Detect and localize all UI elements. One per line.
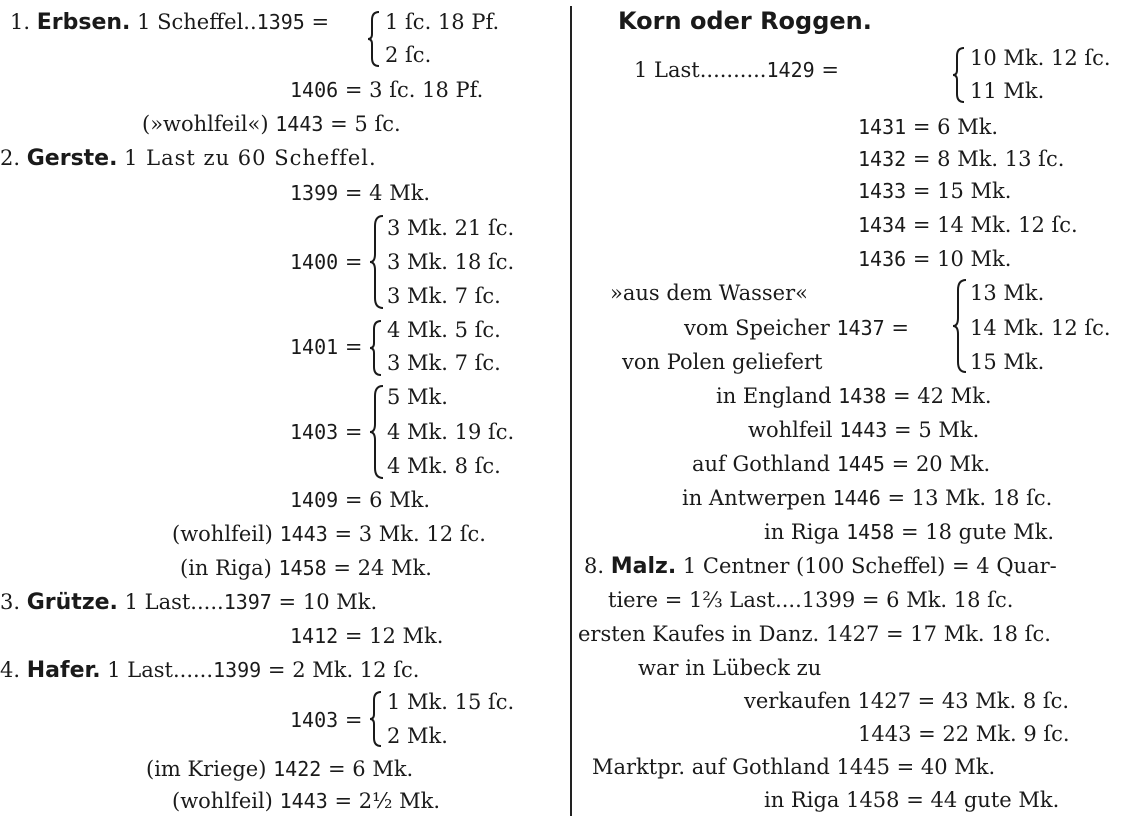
erbsen-line bbox=[10, 5, 329, 39]
year: 1422 bbox=[273, 757, 322, 781]
equals-sign: = bbox=[344, 708, 363, 732]
malz-row: 1443 = 22 Mk. 9 ſc. bbox=[858, 722, 1070, 746]
unit-label: 1 Last.......... bbox=[634, 58, 767, 82]
equals-sign: = bbox=[900, 520, 919, 544]
equals-sign: = bbox=[330, 112, 348, 136]
year: 1437 bbox=[836, 316, 885, 340]
brace-icon bbox=[952, 46, 966, 104]
year: 1443 bbox=[279, 522, 328, 546]
unit-label: 1 Last..... bbox=[124, 590, 224, 614]
equals-sign: = bbox=[344, 420, 363, 444]
item-name-gruetze: Grütze. bbox=[26, 590, 118, 615]
year: 1443 bbox=[275, 112, 324, 136]
malz-row: tiere = 1⅔ Last....1399 = 6 Mk. 18 ſc. bbox=[608, 588, 1014, 612]
malz-row: war in Lübeck zu bbox=[638, 656, 822, 680]
price-value: 5 Mk. bbox=[387, 385, 448, 409]
price-value: 1 ſc. 18 Pf. bbox=[385, 10, 500, 34]
equals-sign: = bbox=[334, 789, 353, 813]
note: »aus dem Wasser« bbox=[610, 281, 808, 305]
note: in Antwerpen bbox=[682, 486, 826, 510]
year: 1400 bbox=[290, 250, 339, 274]
note: (wohlfeil) bbox=[172, 522, 273, 546]
item-number: 4. bbox=[0, 658, 21, 682]
price-value: 4 Mk. 5 ſc. bbox=[387, 318, 501, 342]
equals-sign: = bbox=[912, 213, 931, 237]
year: 1434 bbox=[858, 213, 907, 237]
price-value: 8 Mk. 13 ſc. bbox=[937, 147, 1065, 171]
equals-sign: = bbox=[912, 147, 931, 171]
price-value: 3 ſc. 18 Pf. bbox=[369, 78, 484, 102]
year: 1436 bbox=[858, 247, 907, 271]
erbsen-row bbox=[142, 107, 401, 141]
item-number: 2. bbox=[0, 146, 21, 170]
price-value: 5 Mk. bbox=[918, 418, 980, 442]
year: 1433 bbox=[858, 179, 907, 203]
gerste-row bbox=[290, 415, 362, 449]
note: wohlfeil bbox=[748, 418, 833, 442]
korn-row bbox=[764, 515, 1054, 549]
price-value: 10 Mk. bbox=[937, 247, 1012, 271]
price-value: 13 Mk. 18 ſc. bbox=[911, 486, 1053, 510]
year: 1399 bbox=[290, 181, 339, 205]
year: 1412 bbox=[290, 624, 339, 648]
korn-row bbox=[858, 142, 1064, 176]
brace-icon bbox=[367, 10, 381, 68]
note: in England bbox=[716, 384, 832, 408]
year: 1399 bbox=[213, 658, 262, 682]
korn-row bbox=[748, 413, 979, 447]
price-value: 12 Mk. bbox=[369, 624, 444, 648]
malz-row: in Riga 1458 = 44 gute Mk. bbox=[764, 788, 1060, 812]
equals-sign: = bbox=[267, 658, 286, 682]
note: (im Kriege) bbox=[146, 757, 267, 781]
price-value: 6 Mk. bbox=[369, 488, 431, 512]
price-value: 10 Mk. bbox=[302, 590, 378, 614]
equals-sign: = bbox=[894, 418, 912, 442]
price-value: 3 Mk. 7 ſc. bbox=[387, 284, 501, 308]
equals-sign: = bbox=[344, 335, 363, 359]
brace-icon bbox=[369, 690, 383, 748]
right-column bbox=[578, 0, 1142, 818]
item-number: 3. bbox=[0, 590, 21, 614]
equals-sign: = bbox=[887, 486, 906, 510]
gerste-row bbox=[172, 517, 486, 551]
year: 1401 bbox=[290, 335, 339, 359]
erbsen-row bbox=[290, 73, 483, 107]
price-value: 2 Mk. 12 ſc. bbox=[292, 658, 420, 682]
unit-label: 1 Centner (100 Scheffel) = 4 Quar- bbox=[682, 554, 1057, 578]
malz-row: verkaufen 1427 = 43 Mk. 8 ſc. bbox=[744, 689, 1070, 713]
korn-row bbox=[858, 174, 1011, 208]
brace-icon bbox=[369, 384, 385, 480]
price-value: 10 Mk. 12 ſc. bbox=[970, 46, 1111, 70]
brace-icon bbox=[369, 319, 383, 377]
price-value: 2½ Mk. bbox=[358, 789, 441, 813]
year: 1409 bbox=[290, 488, 339, 512]
note: (in Riga) bbox=[180, 556, 272, 580]
item-number: 1. bbox=[10, 10, 31, 34]
equals-sign: = bbox=[891, 452, 910, 476]
year: 1443 bbox=[279, 789, 328, 813]
note: in Riga bbox=[764, 520, 840, 544]
equals-sign: = bbox=[344, 624, 363, 648]
price-value: 15 Mk. bbox=[937, 179, 1012, 203]
year: 1458 bbox=[846, 520, 895, 544]
hafer-row bbox=[172, 784, 440, 818]
brace-icon bbox=[369, 214, 385, 310]
note: (»wohlfeil«) bbox=[142, 112, 269, 136]
item-name-malz: Malz. bbox=[610, 554, 677, 579]
price-value: 14 Mk. 12 ſc. bbox=[970, 316, 1111, 340]
equals-sign: = bbox=[821, 58, 839, 82]
item-number: 8. bbox=[584, 554, 605, 578]
year: 1397 bbox=[223, 590, 272, 614]
gerste-row bbox=[290, 245, 362, 279]
year: 1403 bbox=[290, 708, 339, 732]
equals-sign: = bbox=[344, 488, 363, 512]
price-value: 11 Mk. bbox=[970, 79, 1045, 103]
brace-icon bbox=[952, 278, 968, 374]
korn-row bbox=[684, 311, 909, 345]
price-value: 3 Mk. 21 ſc. bbox=[387, 216, 515, 240]
korn-heading: Korn oder Roggen. bbox=[618, 7, 872, 35]
price-value: 15 Mk. bbox=[970, 350, 1045, 374]
price-value: 6 Mk. bbox=[352, 757, 414, 781]
korn-row bbox=[858, 110, 998, 144]
malz-row: Marktpr. auf Gothland 1445 = 40 Mk. bbox=[592, 755, 996, 779]
note: vom Speicher bbox=[684, 316, 830, 340]
korn-line bbox=[634, 53, 839, 87]
gerste-line bbox=[0, 141, 377, 175]
gerste-row bbox=[290, 330, 362, 364]
year: 1432 bbox=[858, 147, 907, 171]
price-value: 2 ſc. bbox=[385, 43, 432, 67]
year: 1395 bbox=[256, 10, 305, 34]
year: 1403 bbox=[290, 420, 339, 444]
equals-sign: = bbox=[912, 247, 931, 271]
item-name-erbsen: Erbsen. bbox=[36, 10, 131, 35]
gruetze-row bbox=[290, 619, 443, 653]
price-value: 4 Mk. bbox=[369, 181, 431, 205]
price-value: 3 Mk. 18 ſc. bbox=[387, 250, 515, 274]
note: (wohlfeil) bbox=[172, 789, 273, 813]
unit-label: 1 Scheffel.. bbox=[137, 10, 257, 34]
korn-row bbox=[858, 242, 1011, 276]
column-divider bbox=[570, 6, 572, 816]
equals-sign: = bbox=[334, 522, 353, 546]
note: auf Gothland bbox=[692, 452, 831, 476]
equals-sign: = bbox=[891, 316, 909, 340]
gerste-row bbox=[290, 483, 430, 517]
gruetze-line bbox=[0, 585, 377, 619]
price-value: 2 Mk. bbox=[387, 724, 448, 748]
gerste-row bbox=[180, 551, 432, 585]
year: 1445 bbox=[836, 452, 885, 476]
hafer-line bbox=[0, 653, 419, 687]
price-value: 3 Mk. 7 ſc. bbox=[387, 351, 501, 375]
equals-sign: = bbox=[333, 556, 351, 580]
equals-sign: = bbox=[892, 384, 911, 408]
korn-row bbox=[858, 208, 1078, 242]
year: 1438 bbox=[838, 384, 887, 408]
equals-sign: = bbox=[278, 590, 297, 614]
unit-label: 1 Last...... bbox=[107, 658, 214, 682]
korn-row bbox=[692, 447, 990, 481]
equals-sign: = bbox=[344, 78, 363, 102]
year: 1443 bbox=[839, 418, 888, 442]
equals-sign: = bbox=[912, 115, 931, 139]
equals-sign: = bbox=[912, 179, 931, 203]
equals-sign: = bbox=[311, 10, 330, 34]
malz-row: ersten Kaufes in Danz. 1427 = 17 Mk. 18 ſc. bbox=[578, 622, 1051, 646]
item-name-hafer: Hafer. bbox=[26, 658, 101, 683]
equals-sign: = bbox=[327, 757, 346, 781]
price-value: 18 gute Mk. bbox=[925, 520, 1055, 544]
hafer-row bbox=[146, 752, 413, 786]
price-value: 6 Mk. bbox=[937, 115, 999, 139]
gerste-row bbox=[290, 176, 430, 210]
price-value: 3 Mk. 12 ſc. bbox=[358, 522, 486, 546]
year: 1429 bbox=[766, 58, 815, 82]
price-value: 5 ſc. bbox=[354, 112, 401, 136]
malz-line bbox=[584, 549, 1057, 583]
equals-sign: = bbox=[344, 250, 363, 274]
unit-label: 1 Last zu 60 Scheffel. bbox=[124, 146, 377, 170]
price-value: 24 Mk. bbox=[357, 556, 432, 580]
price-value: 20 Mk. bbox=[915, 452, 991, 476]
note: von Polen geliefert bbox=[622, 350, 823, 374]
year: 1446 bbox=[832, 486, 881, 510]
price-value: 42 Mk. bbox=[917, 384, 992, 408]
price-value: 4 Mk. 19 ſc. bbox=[387, 420, 515, 444]
equals-sign: = bbox=[344, 181, 363, 205]
left-column bbox=[0, 0, 570, 818]
year: 1406 bbox=[290, 78, 339, 102]
hafer-row bbox=[290, 703, 362, 737]
price-value: 4 Mk. 8 ſc. bbox=[387, 454, 501, 478]
item-name-gerste: Gerste. bbox=[26, 146, 118, 171]
year: 1431 bbox=[858, 115, 907, 139]
price-value: 1 Mk. 15 ſc. bbox=[387, 690, 515, 714]
price-value: 14 Mk. 12 ſc. bbox=[937, 213, 1078, 237]
korn-row bbox=[682, 481, 1052, 515]
price-value: 13 Mk. bbox=[970, 281, 1045, 305]
year: 1458 bbox=[278, 556, 327, 580]
korn-row bbox=[716, 379, 992, 413]
